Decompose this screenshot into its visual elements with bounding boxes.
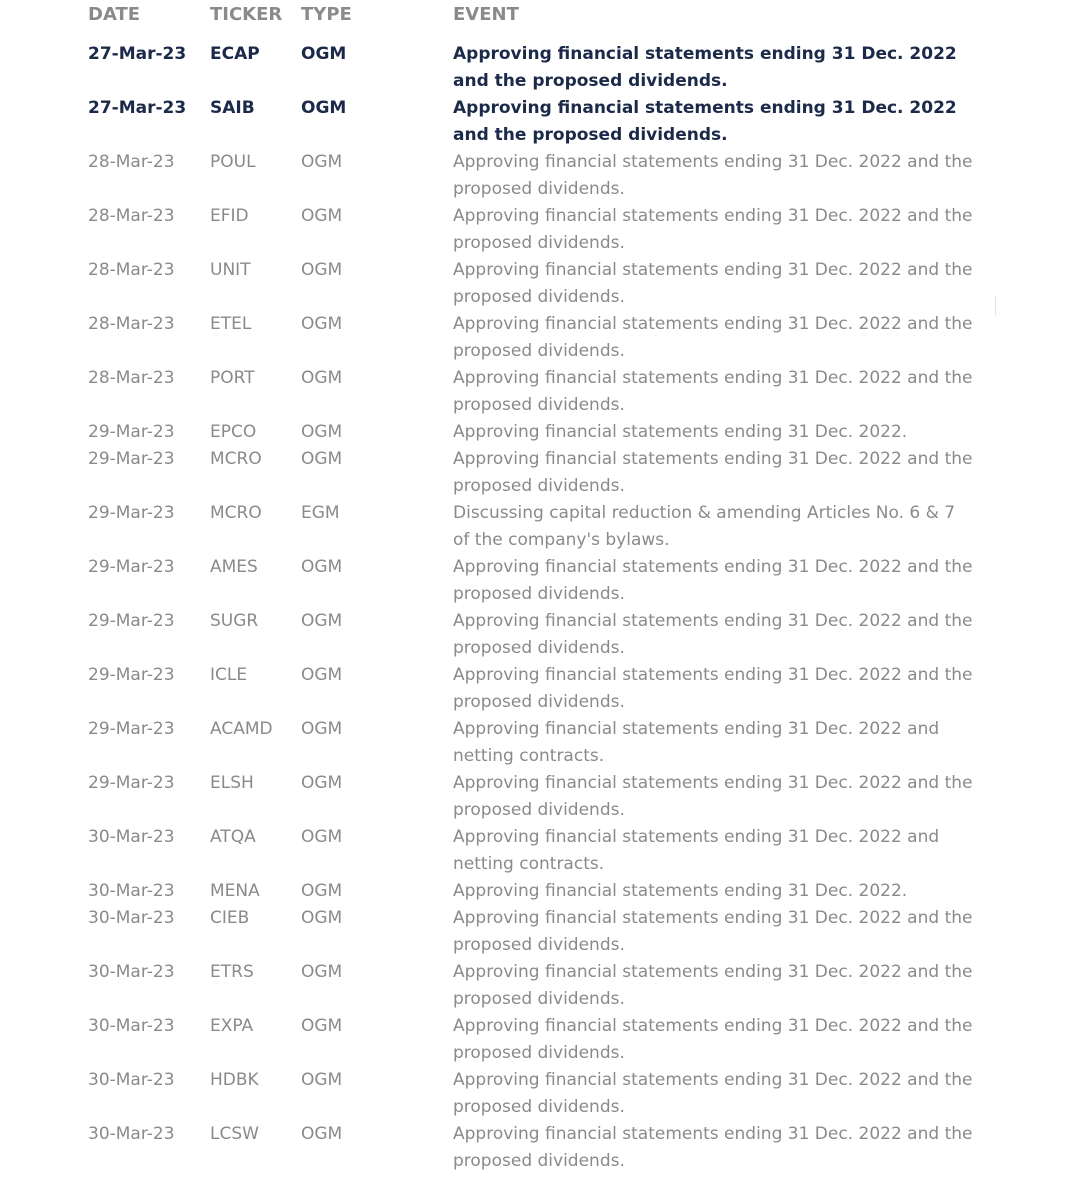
cell-type: EGM bbox=[301, 503, 340, 523]
cell-event: Approving financial statements ending 31 Dec. 2022 and the proposed dividends. bbox=[453, 44, 957, 91]
cell-ticker: HDBK bbox=[210, 1070, 259, 1090]
table-row bbox=[0, 95, 1078, 149]
cell-date: 28-Mar-23 bbox=[88, 368, 175, 388]
cell-type: OGM bbox=[301, 1124, 343, 1144]
cell-event: Approving financial statements ending 31 Dec. 2022 and the proposed dividends. bbox=[453, 1070, 973, 1117]
header-event: EVENT bbox=[453, 4, 519, 25]
header-ticker: TICKER bbox=[210, 4, 283, 25]
cell-ticker: SAIB bbox=[210, 98, 255, 118]
cell-ticker: ETRS bbox=[210, 962, 254, 982]
table-row bbox=[0, 365, 1078, 419]
cell-event: Approving financial statements ending 31 Dec. 2022 and netting contracts. bbox=[453, 827, 940, 874]
cell-event: Approving financial statements ending 31 Dec. 2022 and the proposed dividends. bbox=[453, 908, 973, 955]
cell-date: 30-Mar-23 bbox=[88, 1016, 175, 1036]
cell-ticker: MENA bbox=[210, 881, 260, 901]
table-row bbox=[0, 500, 1078, 554]
table-row bbox=[0, 1013, 1078, 1067]
cell-date: 29-Mar-23 bbox=[88, 611, 175, 631]
cell-type: OGM bbox=[301, 962, 343, 982]
cell-date: 28-Mar-23 bbox=[88, 152, 175, 172]
cell-type: OGM bbox=[301, 611, 343, 631]
cell-date: 30-Mar-23 bbox=[88, 881, 175, 901]
cell-event: Approving financial statements ending 31 Dec. 2022 and netting contracts. bbox=[453, 719, 940, 766]
cell-ticker: ACAMD bbox=[210, 719, 273, 739]
cell-event: Approving financial statements ending 31 Dec. 2022 and the proposed dividends. bbox=[453, 260, 973, 307]
cell-type: OGM bbox=[301, 368, 343, 388]
cell-ticker: EFID bbox=[210, 206, 249, 226]
table-row bbox=[0, 1067, 1078, 1121]
cell-type: OGM bbox=[301, 98, 347, 118]
cell-ticker: ELSH bbox=[210, 773, 254, 793]
cell-type: OGM bbox=[301, 422, 343, 442]
table-row bbox=[0, 905, 1078, 959]
cell-type: OGM bbox=[301, 152, 343, 172]
cell-ticker: POUL bbox=[210, 152, 256, 172]
cell-ticker: ECAP bbox=[210, 44, 260, 64]
table-body bbox=[0, 41, 1078, 1175]
table-row bbox=[0, 311, 1078, 365]
cell-date: 30-Mar-23 bbox=[88, 908, 175, 928]
cell-date: 30-Mar-23 bbox=[88, 1070, 175, 1090]
cell-ticker: MCRO bbox=[210, 503, 262, 523]
cell-type: OGM bbox=[301, 1070, 343, 1090]
cell-type: OGM bbox=[301, 557, 343, 577]
table-row bbox=[0, 419, 1078, 446]
table-row bbox=[0, 554, 1078, 608]
cell-event: Approving financial statements ending 31 Dec. 2022 and the proposed dividends. bbox=[453, 314, 973, 361]
cell-type: OGM bbox=[301, 881, 343, 901]
cell-ticker: EXPA bbox=[210, 1016, 254, 1036]
cell-type: OGM bbox=[301, 719, 343, 739]
cell-event: Discussing capital reduction & amending Articles No. 6 & 7 of the company's bylaws. bbox=[453, 503, 956, 550]
cell-ticker: EPCO bbox=[210, 422, 257, 442]
table-row bbox=[0, 41, 1078, 95]
cell-type: OGM bbox=[301, 314, 343, 334]
cell-event: Approving financial statements ending 31 Dec. 2022. bbox=[453, 422, 908, 442]
table-row bbox=[0, 257, 1078, 311]
cell-event: Approving financial statements ending 31 Dec. 2022 and the proposed dividends. bbox=[453, 1124, 973, 1171]
cell-ticker: CIEB bbox=[210, 908, 250, 928]
cell-ticker: ICLE bbox=[210, 665, 248, 685]
cell-date: 27-Mar-23 bbox=[88, 44, 187, 64]
header-type: TYPE bbox=[301, 4, 352, 25]
cell-type: OGM bbox=[301, 260, 343, 280]
table-row bbox=[0, 608, 1078, 662]
table-row bbox=[0, 959, 1078, 1013]
cell-type: OGM bbox=[301, 665, 343, 685]
cell-date: 29-Mar-23 bbox=[88, 719, 175, 739]
table-row bbox=[0, 149, 1078, 203]
table-row bbox=[0, 770, 1078, 824]
cell-date: 30-Mar-23 bbox=[88, 1124, 175, 1144]
cell-date: 29-Mar-23 bbox=[88, 422, 175, 442]
cell-type: OGM bbox=[301, 449, 343, 469]
table-row bbox=[0, 1121, 1078, 1175]
cell-event: Approving financial statements ending 31 Dec. 2022 and the proposed dividends. bbox=[453, 557, 973, 604]
cell-ticker: AMES bbox=[210, 557, 258, 577]
cell-date: 27-Mar-23 bbox=[88, 98, 187, 118]
cell-type: OGM bbox=[301, 206, 343, 226]
cell-type: OGM bbox=[301, 1016, 343, 1036]
cell-date: 29-Mar-23 bbox=[88, 449, 175, 469]
table-header bbox=[0, 4, 1078, 30]
cell-date: 29-Mar-23 bbox=[88, 557, 175, 577]
cell-date: 29-Mar-23 bbox=[88, 773, 175, 793]
cell-event: Approving financial statements ending 31 Dec. 2022 and the proposed dividends. bbox=[453, 1016, 973, 1063]
cell-date: 29-Mar-23 bbox=[88, 503, 175, 523]
cell-event: Approving financial statements ending 31 Dec. 2022 and the proposed dividends. bbox=[453, 962, 973, 1009]
header-date: DATE bbox=[88, 4, 141, 25]
cell-ticker: UNIT bbox=[210, 260, 251, 280]
cell-date: 30-Mar-23 bbox=[88, 962, 175, 982]
table-row bbox=[0, 446, 1078, 500]
cell-ticker: ETEL bbox=[210, 314, 252, 334]
cell-event: Approving financial statements ending 31 Dec. 2022. bbox=[453, 881, 908, 901]
cell-date: 28-Mar-23 bbox=[88, 260, 175, 280]
cell-ticker: ATQA bbox=[210, 827, 256, 847]
table-row bbox=[0, 878, 1078, 905]
cell-type: OGM bbox=[301, 773, 343, 793]
cell-date: 28-Mar-23 bbox=[88, 314, 175, 334]
cell-event: Approving financial statements ending 31 Dec. 2022 and the proposed dividends. bbox=[453, 449, 973, 496]
cell-event: Approving financial statements ending 31 Dec. 2022 and the proposed dividends. bbox=[453, 773, 973, 820]
table-row bbox=[0, 662, 1078, 716]
cell-event: Approving financial statements ending 31 Dec. 2022 and the proposed dividends. bbox=[453, 206, 973, 253]
cell-type: OGM bbox=[301, 44, 347, 64]
cell-ticker: MCRO bbox=[210, 449, 262, 469]
cell-event: Approving financial statements ending 31 Dec. 2022 and the proposed dividends. bbox=[453, 98, 957, 145]
cell-ticker: SUGR bbox=[210, 611, 259, 631]
table-row bbox=[0, 203, 1078, 257]
cell-event: Approving financial statements ending 31 Dec. 2022 and the proposed dividends. bbox=[453, 611, 973, 658]
cell-type: OGM bbox=[301, 827, 343, 847]
cell-type: OGM bbox=[301, 908, 343, 928]
cell-event: Approving financial statements ending 31 Dec. 2022 and the proposed dividends. bbox=[453, 368, 973, 415]
cell-date: 30-Mar-23 bbox=[88, 827, 175, 847]
cell-ticker: PORT bbox=[210, 368, 255, 388]
cell-ticker: LCSW bbox=[210, 1124, 259, 1144]
cell-date: 29-Mar-23 bbox=[88, 665, 175, 685]
table-row bbox=[0, 716, 1078, 770]
divider bbox=[995, 296, 996, 316]
table-row bbox=[0, 824, 1078, 878]
cell-date: 28-Mar-23 bbox=[88, 206, 175, 226]
cell-event: Approving financial statements ending 31 Dec. 2022 and the proposed dividends. bbox=[453, 665, 973, 712]
cell-event: Approving financial statements ending 31 Dec. 2022 and the proposed dividends. bbox=[453, 152, 973, 199]
